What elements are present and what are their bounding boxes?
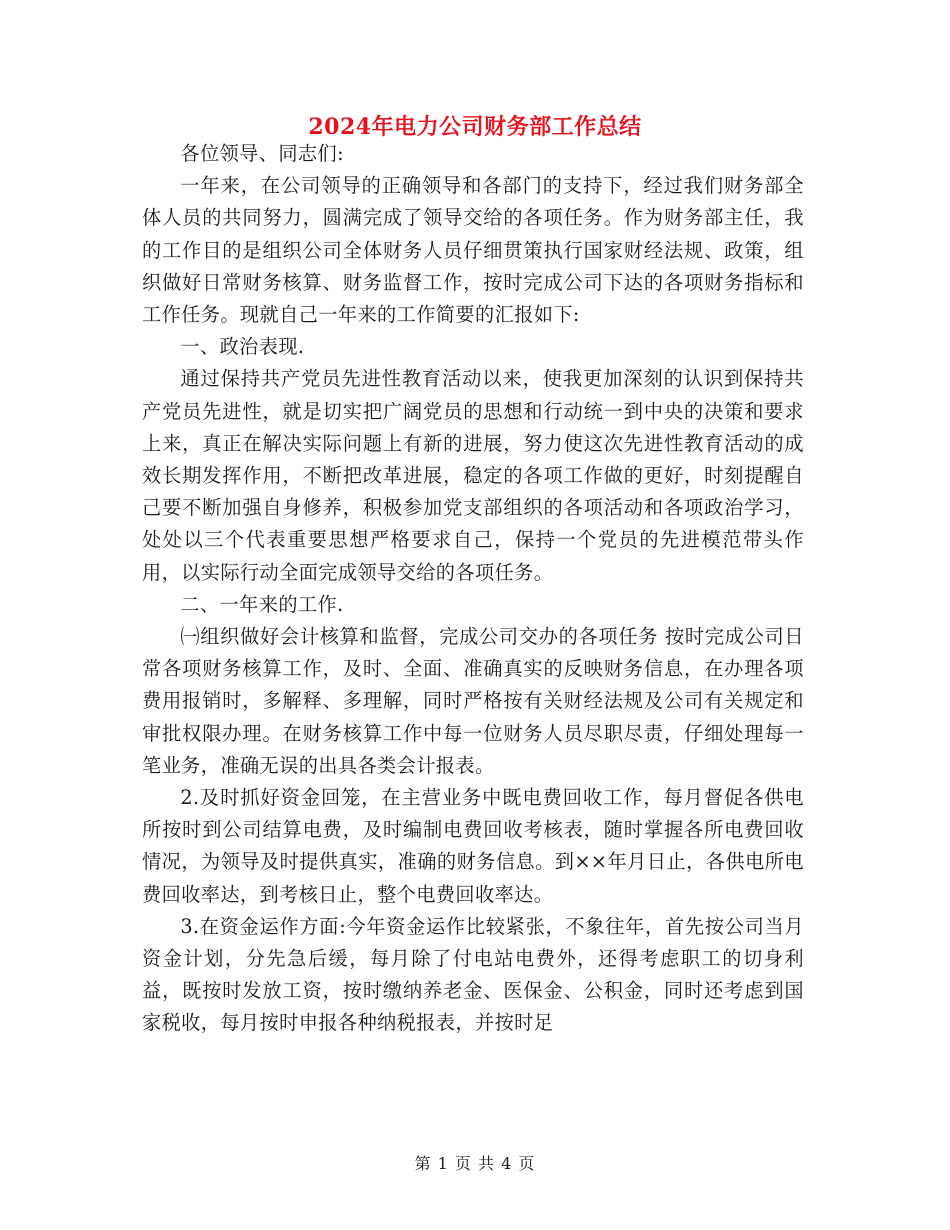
section-heading-political: 一、政治表现. (180, 335, 305, 359)
paragraph-work-1: ㈠组织做好会计核算和监督，完成公司交办的各项任务 按时完成公司日常各项财务核算工作，及时、全面、准确真实的反映财务信息，在办理各项费用报销时，多解释、多理解，同时严格按有关财经法规及公司有关规定和审批权限办理。在财务核算工作中每一位财务人员尽职尽责，仔细处理每一笔业务，准确无误的出具各类会计报表。 (142, 625, 804, 777)
document-title: 2024年电力公司财务部工作总结 (308, 114, 642, 140)
section-heading-work: 二、一年来的工作. (180, 592, 344, 616)
paragraph-intro: 一年来，在公司领导的正确领导和各部门的支持下，经过我们财务部全体人员的共同努力，圆满完成了领导交给的各项任务。作为财务部主任，我的工作目的是组织公司全体财务人员仔细贯策执行国家财经法规、政策，组织做好日常财务核算、财务监督工作，按时完成公司下达的各项财务指标和工作任务。现就自己一年来的工作简要的汇报如下: (142, 174, 804, 327)
paragraph-political: 通过保持共产党员先进性教育活动以来，使我更加深刻的认识到保持共产党员先进性，就是切实把广阔党员的思想和行动统一到中央的决策和要求上来，真正在解决实际问题上有新的进展，努力使这次先进性教育活动的成效长期发挥作用，不断把改革进展，稳定的各项工作做的更好，时刻提醒自己要不断加强自身修养，积极参加党支部组织的各项活动和各项政治学习，处处以三个代表重要思想严格要求自己，保持一个党员的先进模范带头作用，以实际行动全面完成领导交给的各项任务。 (142, 367, 804, 584)
salutation: 各位领导、同志们: (180, 142, 344, 165)
paragraph-work-2: 2.及时抓好资金回笼，在主营业务中既电费回收工作，每月督促各供电所按时到公司结算电费，及时编制电费回收考核表，随时掌握各所电费回收情况，为领导及时提供真实，准确的财务信息。到××年月日止，各供电所电费回收率达，到考核日止，整个电费回收率达。 (142, 786, 804, 906)
document-body (142, 138, 804, 1040)
page-number: 第 1 页 共 4 页 (414, 1154, 536, 1173)
paragraph-work-3: 3.在资金运作方面:今年资金运作比较紧张，不象往年，首先按公司当月资金计划，分先急后缓，每月除了付电站电费外，还得考虑职工的切身利益，既按时发放工资，按时缴纳养老金、医保金、公积金，同时还考虑到国家税收，每月按时申报各种纳税报表，并按时足 (142, 914, 804, 1035)
